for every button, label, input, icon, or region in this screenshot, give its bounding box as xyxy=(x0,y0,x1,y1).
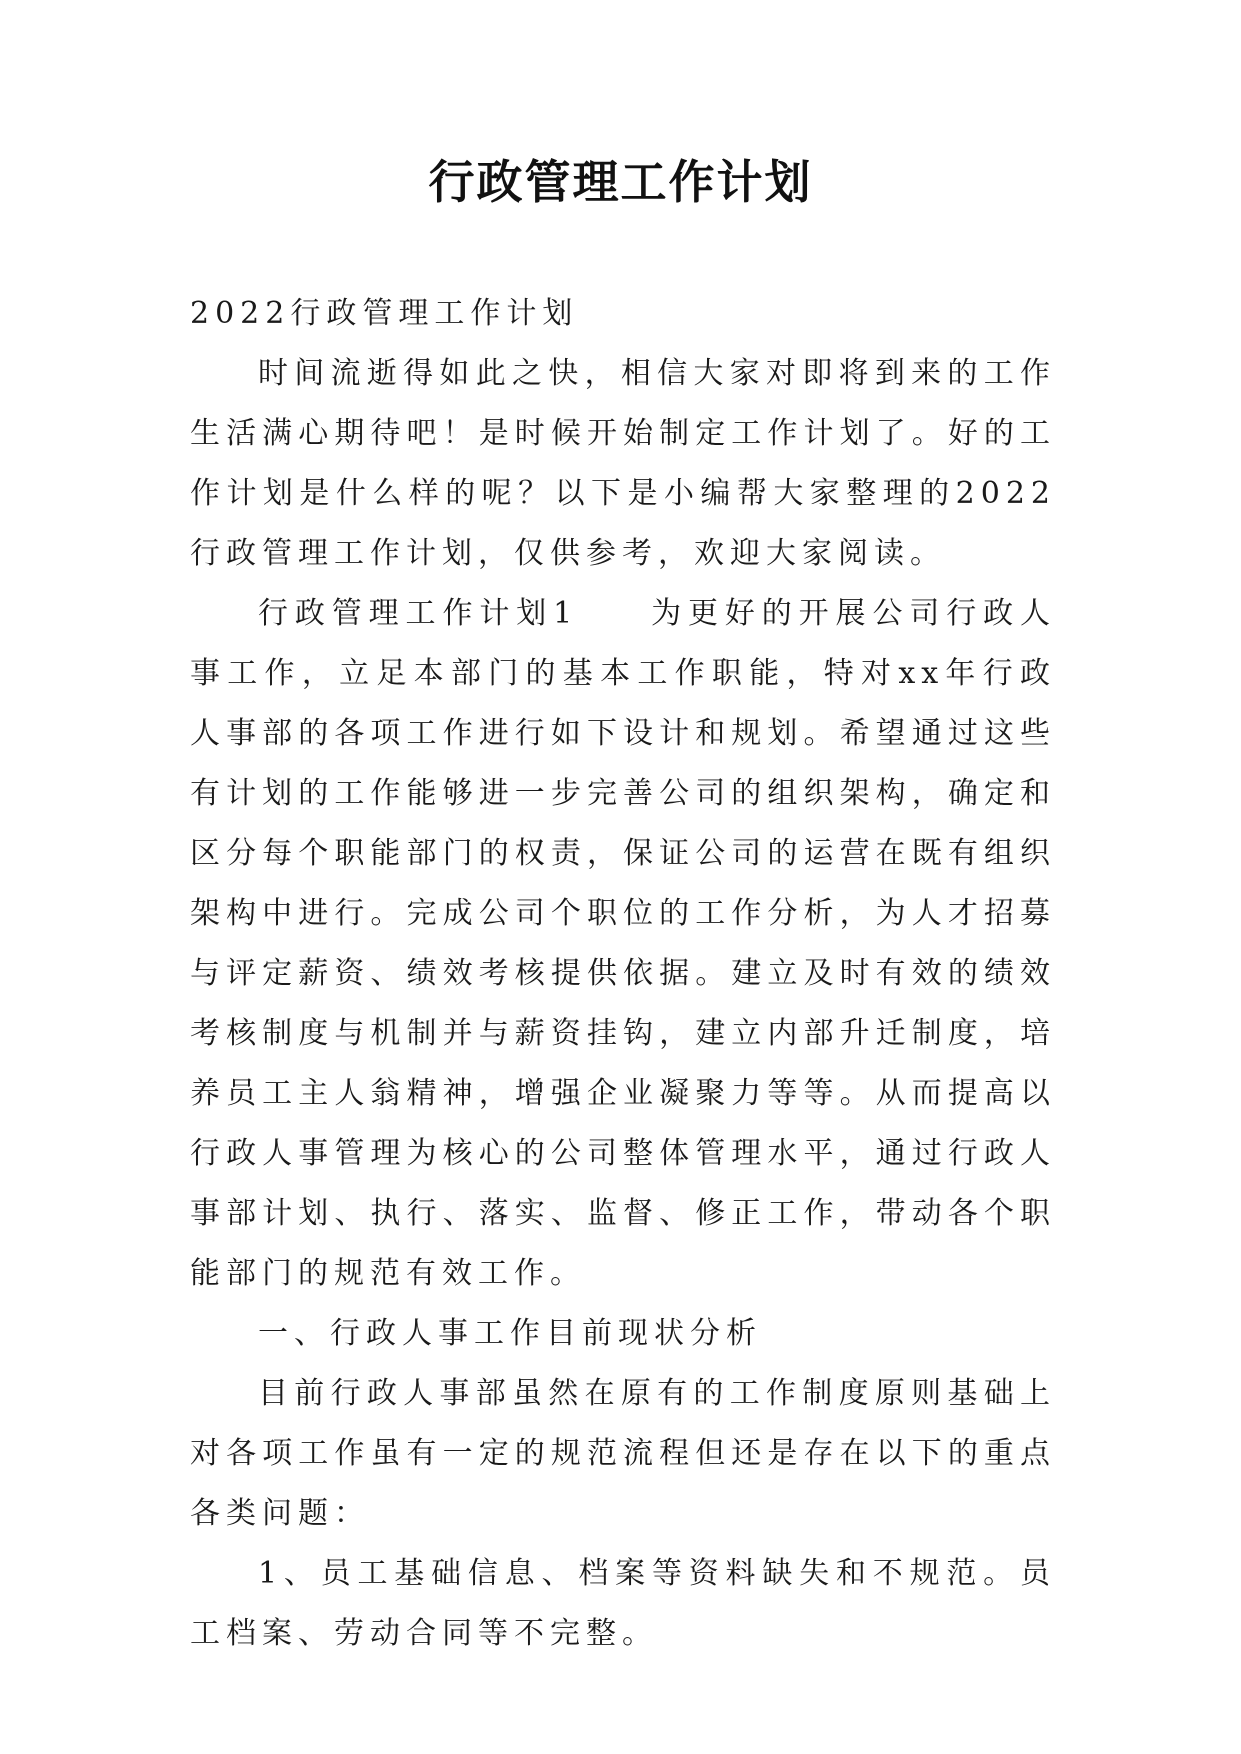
document-body xyxy=(190,284,1056,1664)
plan-body: 为更好的开展公司行政人事工作，立足本部门的基本工作职能，特对xx年行政人事部的各项工作进行如下设计和规划。希望通过这些有计划的工作能够进一步完善公司的组织架构，确定和区分每个职能部门的权责，保证公司的运营在既有组织架构中进行。完成公司个职位的工作分析，为人才招募与评定薪资、绩效考核提供依据。建立及时有效的绩效考核制度与机制并与薪资挂钩，建立内部升迁制度，培养员工主人翁精神，增强企业凝聚力等等。从而提高以行政人事管理为核心的公司整体管理水平，通过行政人事部计划、执行、落实、监督、修正工作，带动各个职能部门的规范有效工作。 xyxy=(190,596,1057,1291)
intro-paragraph: 时间流逝得如此之快，相信大家对即将到来的工作生活满心期待吧！是时候开始制定工作计划了。好的工作计划是什么样的呢？以下是小编帮大家整理的2022行政管理工作计划，仅供参考，欢迎大家阅读。 xyxy=(190,356,1056,571)
document-subtitle: 2022行政管理工作计划 xyxy=(190,296,579,331)
section-heading: 一、行政人事工作目前现状分析 xyxy=(258,1316,762,1351)
section-paragraph: 目前行政人事部虽然在原有的工作制度原则基础上对各项工作虽有一定的规范流程但还是存在以下的重点各类问题： xyxy=(190,1376,1056,1531)
issue-paragraph: 1、员工基础信息、档案等资料缺失和不规范。员工档案、劳动合同等不完整。 xyxy=(190,1556,1056,1651)
plan-paragraph xyxy=(190,584,1056,1304)
plan-heading: 行政管理工作计划1 xyxy=(258,596,579,631)
document-title: 行政管理工作计划 xyxy=(428,155,813,209)
